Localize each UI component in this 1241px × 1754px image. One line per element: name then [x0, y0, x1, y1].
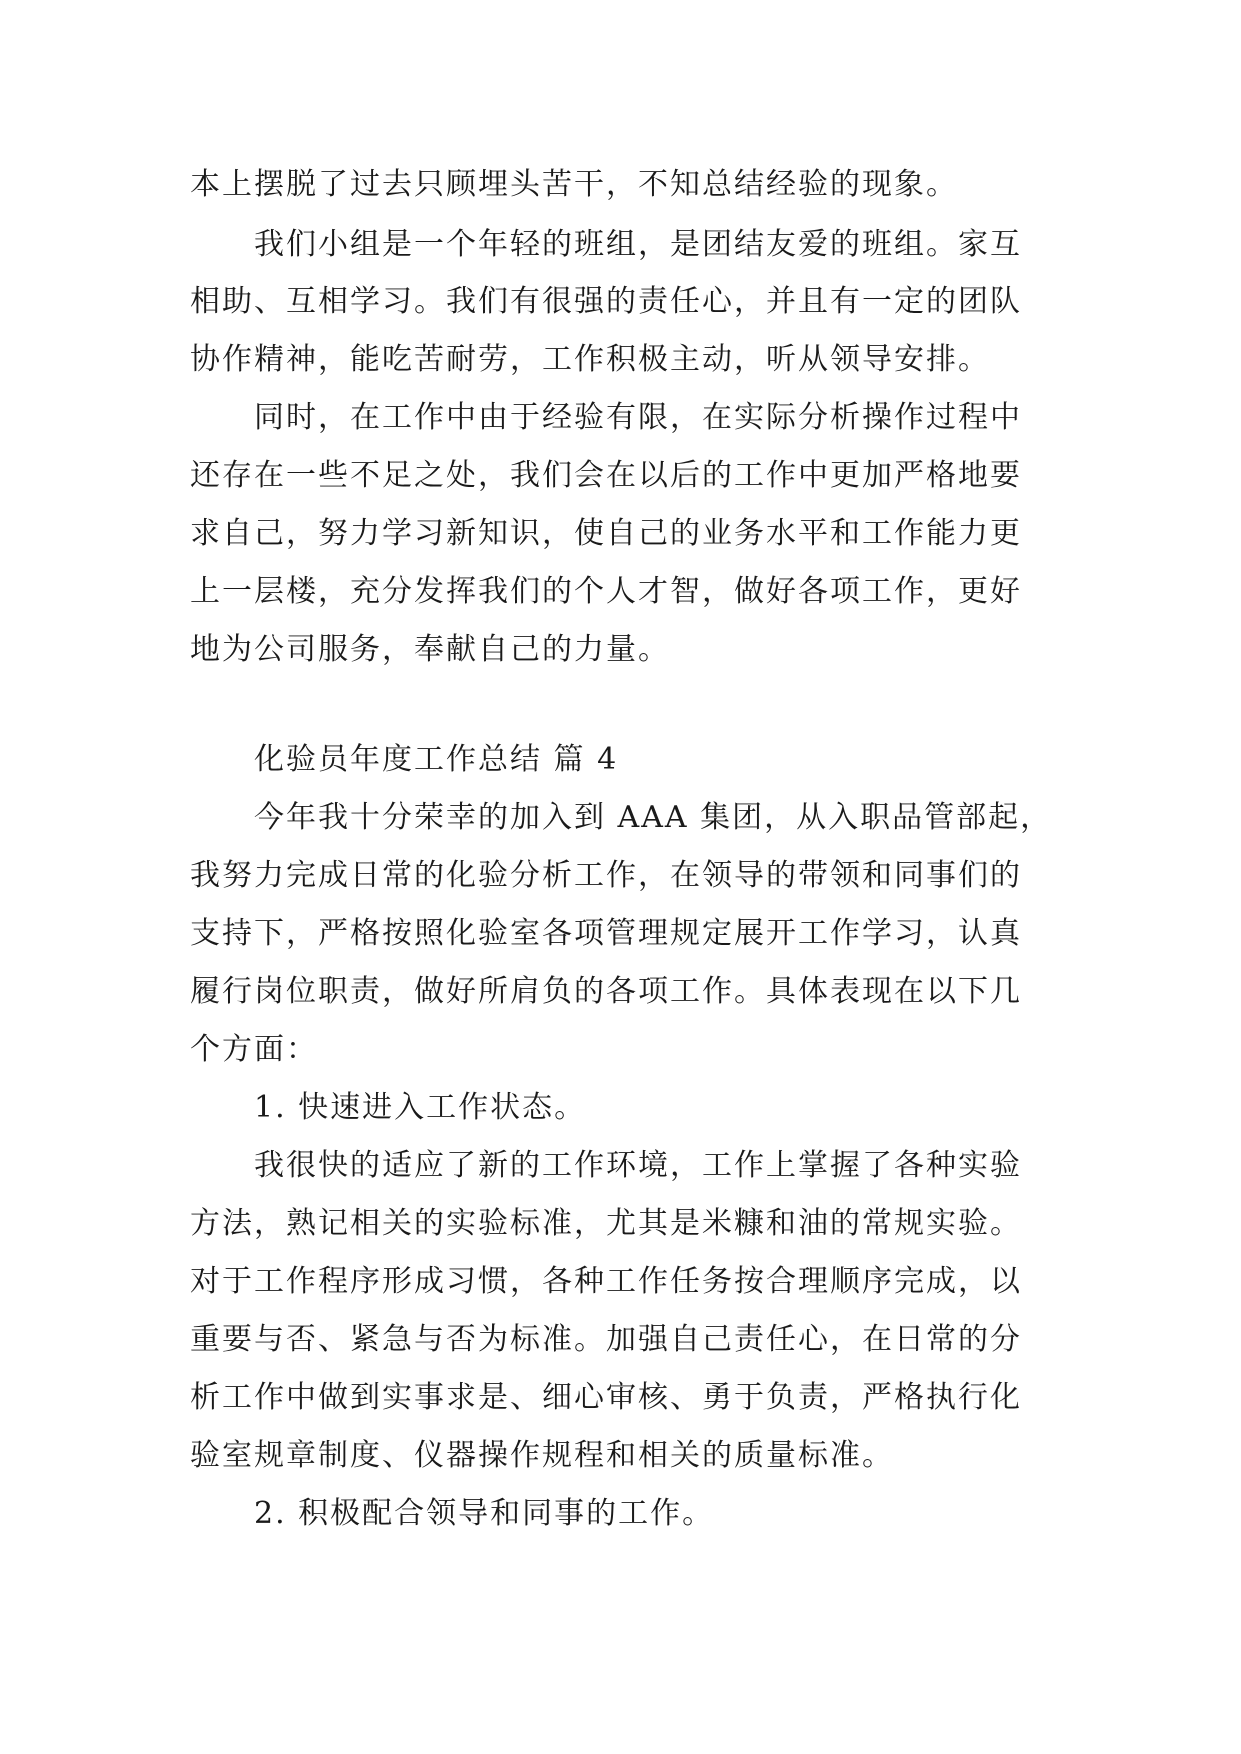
text-line: 方法，熟记相关的实验标准，尤其是米糠和油的常规实验。: [190, 1206, 1022, 1241]
text-line: 验室规章制度、仪器操作规程和相关的质量标准。: [190, 1438, 894, 1473]
text-line: 支持下，严格按照化验室各项管理规定展开工作学习，认真: [190, 916, 1022, 951]
text-line: 我努力完成日常的化验分析工作，在领导的带领和同事们的: [190, 858, 1022, 893]
list-item-heading: 1. 快速进入工作状态。: [254, 1090, 587, 1125]
section-heading: 化验员年度工作总结 篇 4: [254, 742, 619, 777]
text-line: 上一层楼，充分发挥我们的个人才智，做好各项工作，更好: [190, 574, 1022, 609]
text-line: 析工作中做到实事求是、细心审核、勇于负责，严格执行化: [190, 1380, 1022, 1415]
text-line: 还存在一些不足之处，我们会在以后的工作中更加严格地要: [190, 458, 1022, 493]
text-line: 我们小组是一个年轻的班组，是团结友爱的班组。家互: [254, 227, 1022, 262]
text-line: 我很快的适应了新的工作环境，工作上掌握了各种实验: [254, 1148, 1022, 1183]
text-line: 个方面：: [190, 1032, 318, 1067]
text-line: 履行岗位职责，做好所肩负的各项工作。具体表现在以下几: [190, 974, 1022, 1009]
text-line: 重要与否、紧急与否为标准。加强自己责任心，在日常的分: [190, 1322, 1022, 1357]
text-line: 同时，在工作中由于经验有限，在实际分析操作过程中: [254, 400, 1022, 435]
text-line: 地为公司服务，奉献自己的力量。: [190, 632, 670, 667]
text-line: 协作精神，能吃苦耐劳，工作积极主动，听从领导安排。: [190, 342, 990, 377]
text-line: 相助、互相学习。我们有很强的责任心，并且有一定的团队: [190, 284, 1022, 319]
text-line: 对于工作程序形成习惯，各种工作任务按合理顺序完成，以: [190, 1264, 1022, 1299]
text-line: 今年我十分荣幸的加入到 AAA 集团，从入职品管部起，: [254, 800, 1053, 835]
text-line: 本上摆脱了过去只顾埋头苦干，不知总结经验的现象。: [190, 167, 958, 202]
text-line: 求自己，努力学习新知识，使自己的业务水平和工作能力更: [190, 516, 1022, 551]
list-item-heading: 2. 积极配合领导和同事的工作。: [254, 1496, 715, 1531]
